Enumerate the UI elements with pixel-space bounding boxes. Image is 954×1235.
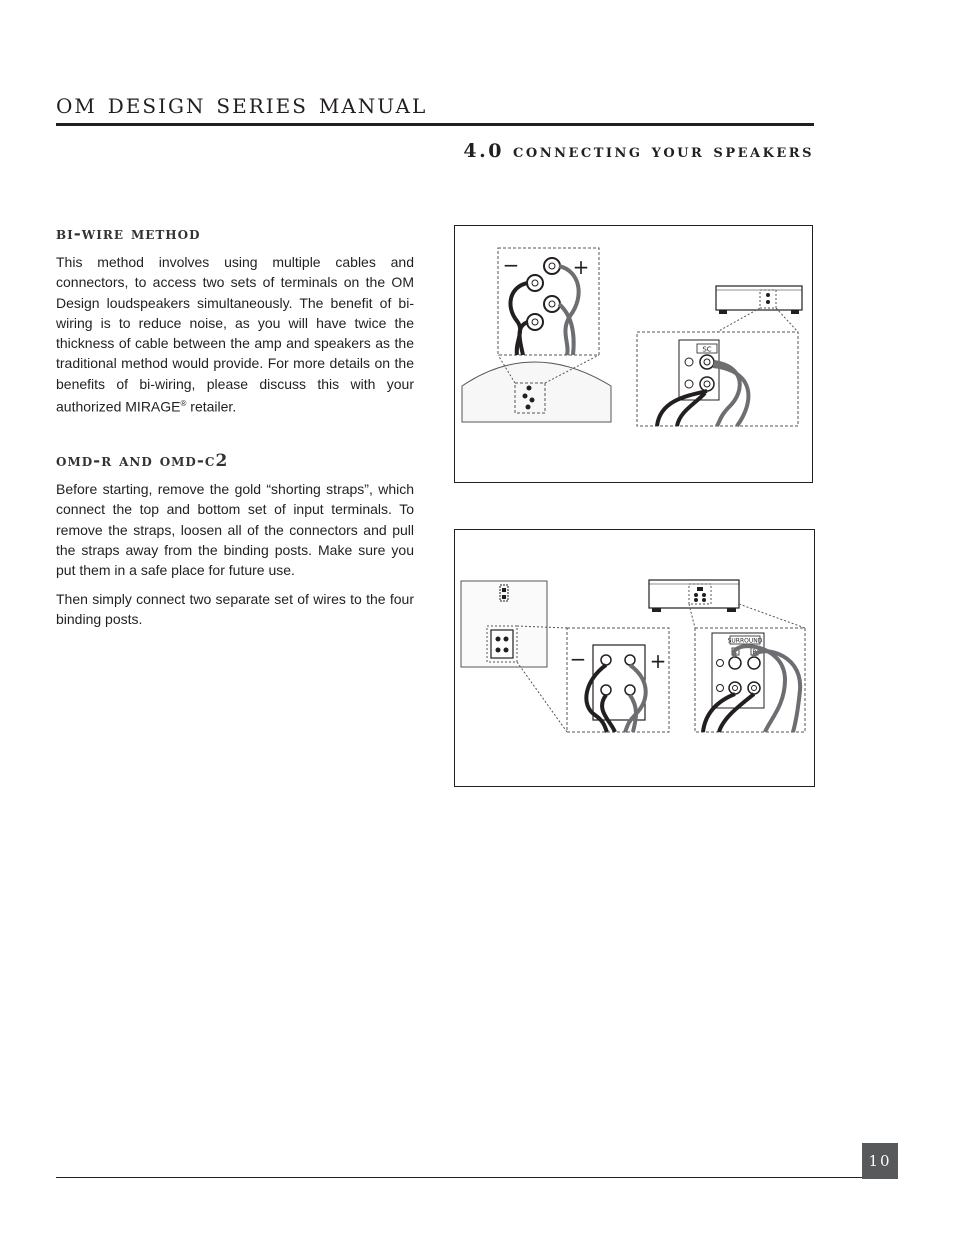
- channel-right-label: R: [752, 649, 757, 656]
- amp-label: SC: [702, 345, 712, 354]
- amp-label: SURROUND: [727, 637, 763, 645]
- biwire-heading: bi-wire method: [56, 224, 201, 244]
- amplifier-icon: [716, 286, 802, 314]
- binding-post-icon: [527, 258, 560, 330]
- biwire-diagram-svg: [455, 226, 812, 482]
- plus-sign: +: [572, 255, 590, 279]
- plus-sign: +: [649, 649, 667, 673]
- omd-diagram: [454, 529, 815, 787]
- omd-paragraph-2: Then simply connect two separate set of wires to the four binding posts.: [56, 590, 414, 627]
- channel-left-label: L: [733, 649, 738, 656]
- minus-sign: −: [502, 253, 520, 277]
- title-rule: [56, 123, 814, 126]
- registered-mark: ®: [180, 399, 187, 409]
- biwire-diagram: [454, 225, 813, 483]
- cable-black-2: [520, 322, 529, 355]
- omd-paragraph-1: Before starting, remove the gold “shorting straps”, which connect the top and bottom set of input terminals. To remove the straps, loosen all of the connectors and pull the straps away from the binding posts. Make sure you put them in a safe place for future use.: [56, 481, 414, 579]
- omd-diagram-svg: [455, 530, 814, 786]
- cable-grey-1: [559, 266, 579, 355]
- manual-title: om design series manual: [56, 87, 428, 120]
- amplifier-icon: [649, 580, 739, 612]
- biwire-text: This method involves using multiple cables and connectors, to access two sets of terminals on the OM Design loudspeakers simultaneously. The benefit of bi-wiring is to reduce noise, as you will have twice the thickness of cable between the amp and speakers as the traditional method would provide. For more details on the benefits of bi-wiring, please discuss this with your authorized MIRAGE: [56, 254, 414, 415]
- biwire-paragraph: [56, 252, 414, 417]
- omd-heading: omd-r and omd-c2: [56, 451, 229, 472]
- footer-rule: [56, 1177, 862, 1178]
- page-number: 10: [862, 1143, 898, 1179]
- minus-sign: −: [569, 647, 587, 671]
- text-column: [56, 224, 414, 637]
- section-title: 4.0 connecting your speakers: [463, 140, 814, 162]
- speaker-cabinet: [462, 362, 611, 422]
- biwire-text-tail: retailer.: [186, 398, 237, 415]
